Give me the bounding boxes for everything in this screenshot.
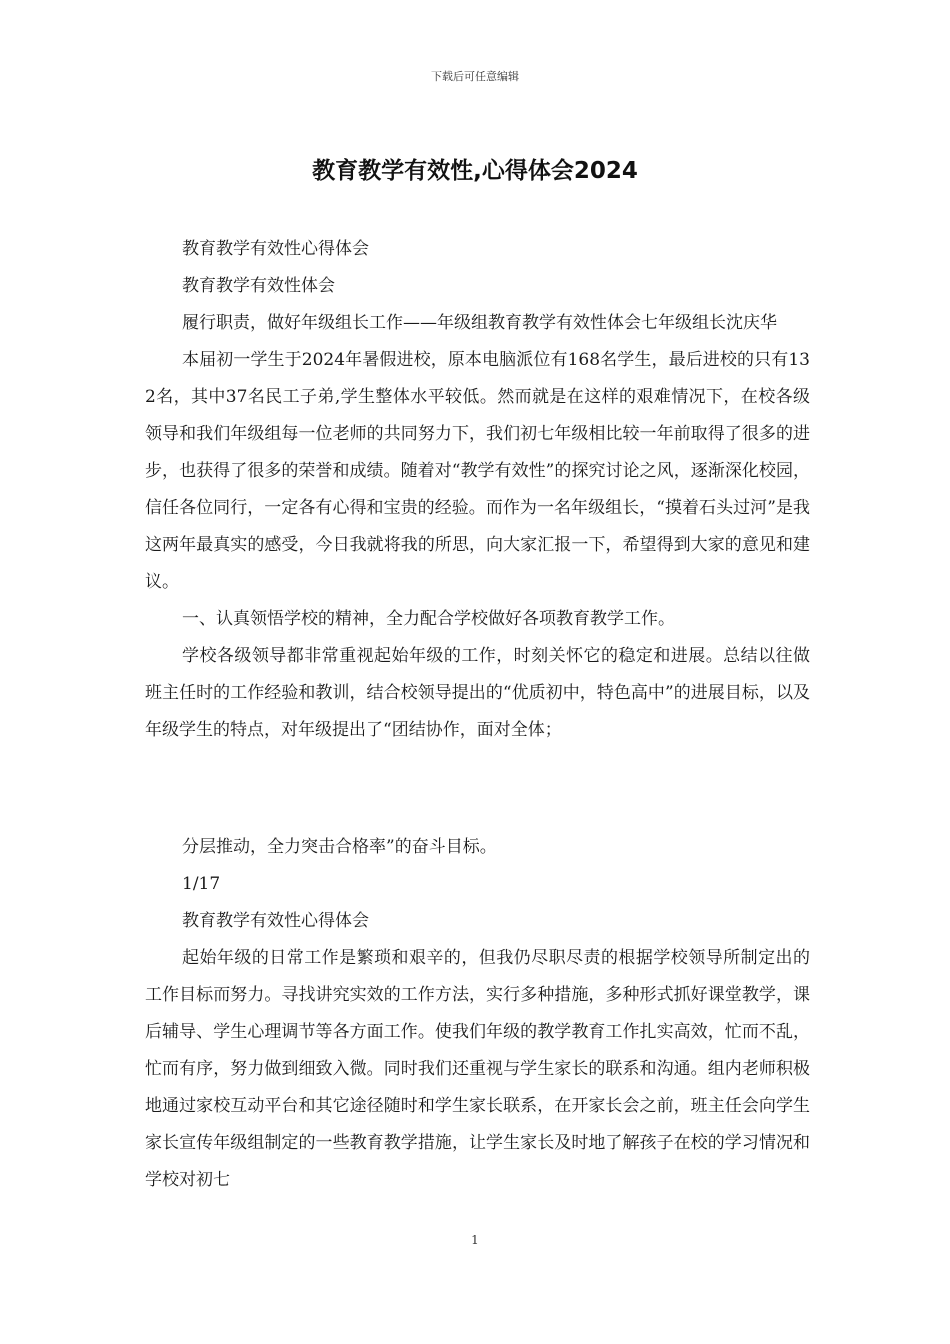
document-body-upper bbox=[145, 231, 810, 749]
body-paragraph: 本届初一学生于2024年暑假进校，原本电脑派位有168名学生，最后进校的只有132名，其中37名民工子弟,学生整体水平较低。然而就是在这样的艰难情况下，在校各级领导和我们年级组每一位老师的共同努力下，我们初七年级相比较一年前取得了很多的进步，也获得了很多的荣誉和成绩。随着对“教学有效性”的探究讨论之风，逐渐深化校园，信任各位同行，一定各有心得和宝贵的经验。而作为一名年级组长，“摸着石头过河”是我这两年最真实的感受，今日我就将我的所思，向大家汇报一下，希望得到大家的意见和建议。 bbox=[145, 350, 810, 592]
body-paragraph: 教育教学有效性体会 bbox=[182, 276, 335, 296]
document-body-lower bbox=[145, 829, 810, 1199]
inline-page-marker: 1/17 bbox=[182, 874, 221, 894]
body-paragraph: 学校各级领导都非常重视起始年级的工作，时刻关怀它的稳定和进展。总结以往做班主任时的工作经验和教训，结合校领导提出的“优质初中，特色高中”的进展目标，以及年级学生的特点，对年级提出了“团结协作，面对全体； bbox=[145, 646, 810, 740]
body-paragraph: 教育教学有效性心得体会 bbox=[182, 911, 369, 931]
body-paragraph: 教育教学有效性心得体会 bbox=[182, 239, 369, 259]
body-paragraph: 分层推动，全力突击合格率”的奋斗目标。 bbox=[182, 837, 497, 857]
page-number: 1 bbox=[471, 1233, 479, 1247]
body-paragraph: 起始年级的日常工作是繁琐和艰辛的，但我仍尽职尽责的根据学校领导所制定出的工作目标而努力。寻找讲究实效的工作方法，实行多种措施，多种形式抓好课堂教学，课后辅导、学生心理调节等各方面工作。使我们年级的教学教育工作扎实高效，忙而不乱，忙而有序，努力做到细致入微。同时我们还重视与学生家长的联系和沟通。组内老师积极地通过家校互动平台和其它途径随时和学生家长联系，在开家长会之前，班主任会向学生家长宣传年级组制定的一些教育教学措施，让学生家长及时地了解孩子在校的学习情况和学校对初七 bbox=[145, 948, 810, 1190]
page-header: 下载后可任意编辑 bbox=[431, 70, 519, 83]
body-paragraph: 履行职责，做好年级组长工作——年级组教育教学有效性体会七年级组长沈庆华 bbox=[182, 313, 777, 333]
document-title: 教育教学有效性,心得体会2024 bbox=[312, 158, 638, 184]
body-paragraph: 一、认真领悟学校的精神，全力配合学校做好各项教育教学工作。 bbox=[182, 609, 675, 629]
